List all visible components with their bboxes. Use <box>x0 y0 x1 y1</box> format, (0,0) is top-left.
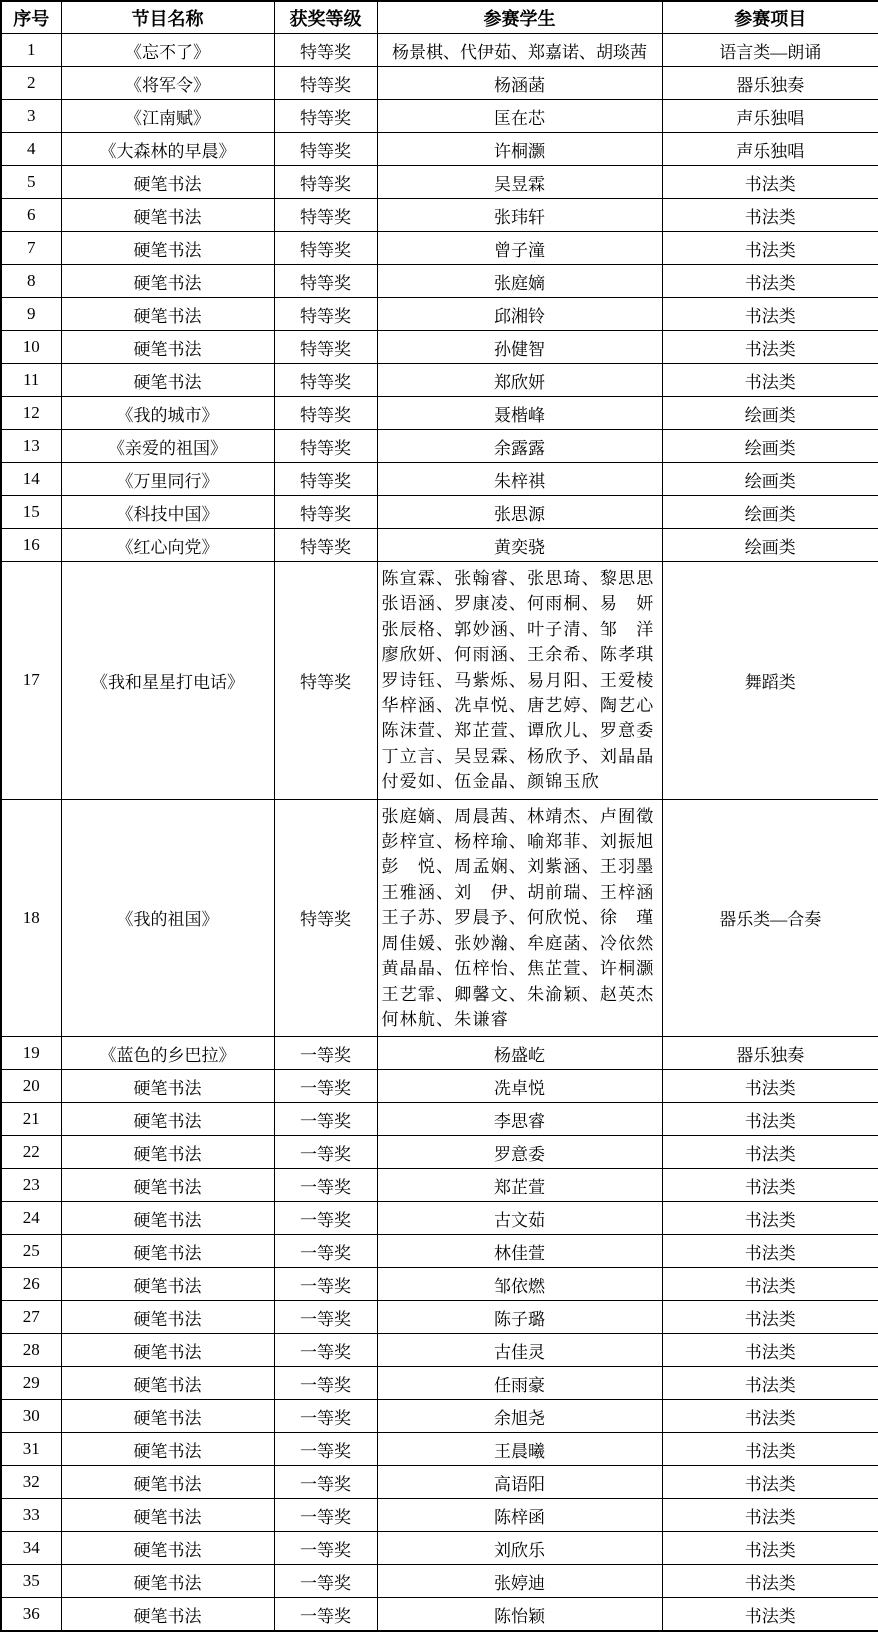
program-name-cell: 硬笔书法 <box>61 1103 274 1136</box>
row-number-cell: 7 <box>1 232 61 265</box>
student-line: 陈沫萱、郑芷萱、谭欣儿、罗意委 <box>381 721 655 741</box>
contest-category-cell: 书法类 <box>662 199 878 232</box>
row-number-cell: 20 <box>1 1070 61 1103</box>
column-header-category: 参赛项目 <box>662 1 878 34</box>
award-level-cell: 特等奖 <box>274 298 377 331</box>
contest-category-cell: 绘画类 <box>662 529 878 562</box>
award-level-cell: 一等奖 <box>274 1136 377 1169</box>
student-names-cell: 杨景棋、代伊茹、郑嘉诺、胡琰茜 <box>377 34 662 67</box>
contest-category-cell: 书法类 <box>662 331 878 364</box>
award-level-cell: 一等奖 <box>274 1070 377 1103</box>
award-level-cell: 一等奖 <box>274 1202 377 1235</box>
row-number-cell: 18 <box>1 799 61 1037</box>
row-number-cell: 21 <box>1 1103 61 1136</box>
program-name-cell: 硬笔书法 <box>61 1367 274 1400</box>
table-row <box>1 34 878 67</box>
row-number-cell: 1 <box>1 34 61 67</box>
student-names-cell: 黄奕骁 <box>377 529 662 562</box>
contest-category-cell: 绘画类 <box>662 496 878 529</box>
award-level-cell: 特等奖 <box>274 364 377 397</box>
contest-category-cell: 书法类 <box>662 1301 878 1334</box>
award-level-cell: 特等奖 <box>274 67 377 100</box>
table-row <box>1 1235 878 1268</box>
student-names-cell: 古佳灵 <box>377 1334 662 1367</box>
contest-category-cell: 舞蹈类 <box>662 562 878 800</box>
row-number-cell: 10 <box>1 331 61 364</box>
program-name-cell: 硬笔书法 <box>61 298 274 331</box>
student-names-cell: 陈子璐 <box>377 1301 662 1334</box>
table-row <box>1 1070 878 1103</box>
contest-category-cell: 书法类 <box>662 1367 878 1400</box>
award-level-cell: 一等奖 <box>274 1301 377 1334</box>
row-number-cell: 3 <box>1 100 61 133</box>
column-header-no: 序号 <box>1 1 61 34</box>
row-number-cell: 34 <box>1 1532 61 1565</box>
contest-category-cell: 书法类 <box>662 265 878 298</box>
student-names-cell <box>377 562 662 800</box>
table-row <box>1 1202 878 1235</box>
program-name-cell: 《科技中国》 <box>61 496 274 529</box>
row-number-cell: 28 <box>1 1334 61 1367</box>
row-number-cell: 15 <box>1 496 61 529</box>
award-level-cell: 一等奖 <box>274 1466 377 1499</box>
table-row <box>1 463 878 496</box>
program-name-cell: 硬笔书法 <box>61 1268 274 1301</box>
table-row <box>1 430 878 463</box>
award-level-cell: 特等奖 <box>274 265 377 298</box>
award-level-cell: 特等奖 <box>274 463 377 496</box>
contest-category-cell: 书法类 <box>662 1400 878 1433</box>
contest-category-cell: 书法类 <box>662 1433 878 1466</box>
award-level-cell: 一等奖 <box>274 1334 377 1367</box>
student-names-cell: 刘欣乐 <box>377 1532 662 1565</box>
student-line: 丁立言、吴昱霖、杨欣予、刘晶晶 <box>381 746 655 766</box>
program-name-cell: 硬笔书法 <box>61 199 274 232</box>
contest-category-cell: 书法类 <box>662 1565 878 1598</box>
contest-category-cell: 书法类 <box>662 364 878 397</box>
row-number-cell: 25 <box>1 1235 61 1268</box>
program-name-cell: 《忘不了》 <box>61 34 274 67</box>
row-number-cell: 13 <box>1 430 61 463</box>
table-row <box>1 1466 878 1499</box>
row-number-cell: 36 <box>1 1598 61 1631</box>
award-level-cell: 特等奖 <box>274 100 377 133</box>
program-name-cell: 硬笔书法 <box>61 1235 274 1268</box>
table-row <box>1 1367 878 1400</box>
award-level-cell: 特等奖 <box>274 562 377 800</box>
table-row <box>1 1433 878 1466</box>
student-line: 陈宣霖、张翰睿、张思琦、黎思思 <box>381 569 655 588</box>
table-row <box>1 331 878 364</box>
program-name-cell: 《我和星星打电话》 <box>61 562 274 800</box>
row-number-cell: 22 <box>1 1136 61 1169</box>
contest-category-cell: 书法类 <box>662 1598 878 1631</box>
contest-category-cell: 器乐独奏 <box>662 1037 878 1070</box>
student-names-cell: 郑芷萱 <box>377 1169 662 1202</box>
student-line: 华梓涵、冼卓悦、唐艺婷、陶艺心 <box>381 696 655 716</box>
contest-category-cell: 书法类 <box>662 1103 878 1136</box>
contest-category-cell: 书法类 <box>662 1499 878 1532</box>
row-number-cell: 23 <box>1 1169 61 1202</box>
program-name-cell: 硬笔书法 <box>61 1499 274 1532</box>
student-line: 廖欣妍、何雨涵、王余希、陈孝琪 <box>381 645 655 665</box>
student-line: 周佳媛、张妙瀚、牟庭菡、冷依然 <box>381 933 655 953</box>
table-row <box>1 397 878 430</box>
program-name-cell: 硬笔书法 <box>61 1301 274 1334</box>
award-level-cell: 一等奖 <box>274 1433 377 1466</box>
row-number-cell: 12 <box>1 397 61 430</box>
row-number-cell: 24 <box>1 1202 61 1235</box>
table-row <box>1 496 878 529</box>
program-name-cell: 硬笔书法 <box>61 1169 274 1202</box>
contest-category-cell: 书法类 <box>662 1532 878 1565</box>
contest-category-cell: 声乐独唱 <box>662 100 878 133</box>
award-level-cell: 特等奖 <box>274 166 377 199</box>
student-names-cell: 林佳萱 <box>377 1235 662 1268</box>
table-row <box>1 1268 878 1301</box>
student-names-cell: 李思睿 <box>377 1103 662 1136</box>
program-name-cell: 硬笔书法 <box>61 166 274 199</box>
award-level-cell: 特等奖 <box>274 397 377 430</box>
student-line: 何林航、朱谦睿 <box>381 1009 509 1029</box>
award-level-cell: 一等奖 <box>274 1400 377 1433</box>
award-level-cell: 一等奖 <box>274 1103 377 1136</box>
contest-category-cell: 书法类 <box>662 232 878 265</box>
header-row <box>1 1 878 34</box>
award-level-cell: 一等奖 <box>274 1268 377 1301</box>
program-name-cell: 《红心向党》 <box>61 529 274 562</box>
student-line: 张语涵、罗康凌、何雨桐、易 妍 <box>381 594 655 614</box>
student-line: 黄晶晶、伍梓怡、焦芷萱、许桐灏 <box>381 959 655 979</box>
row-number-cell: 6 <box>1 199 61 232</box>
student-names-cell: 陈怡颖 <box>377 1598 662 1631</box>
program-name-cell: 硬笔书法 <box>61 1433 274 1466</box>
student-names-cell: 张思源 <box>377 496 662 529</box>
table-row <box>1 298 878 331</box>
program-name-cell: 《万里同行》 <box>61 463 274 496</box>
student-line: 王子苏、罗晨予、何欣悦、徐 瑾 <box>381 908 655 928</box>
row-number-cell: 33 <box>1 1499 61 1532</box>
student-line: 张辰格、郭妙涵、叶子清、邹 洋 <box>381 619 655 639</box>
table-body <box>1 34 878 1631</box>
award-level-cell: 一等奖 <box>274 1037 377 1070</box>
table-row <box>1 1169 878 1202</box>
program-name-cell: 硬笔书法 <box>61 1070 274 1103</box>
program-name-cell: 硬笔书法 <box>61 265 274 298</box>
program-name-cell: 硬笔书法 <box>61 331 274 364</box>
award-level-cell: 特等奖 <box>274 496 377 529</box>
award-level-cell: 特等奖 <box>274 133 377 166</box>
contest-category-cell: 书法类 <box>662 1334 878 1367</box>
program-name-cell: 《蓝色的乡巴拉》 <box>61 1037 274 1070</box>
student-names-cell: 邱湘铃 <box>377 298 662 331</box>
contest-category-cell: 书法类 <box>662 1202 878 1235</box>
student-line: 彭梓宣、杨梓瑜、喻郑菲、刘振旭 <box>381 832 655 852</box>
program-name-cell: 硬笔书法 <box>61 232 274 265</box>
award-level-cell: 特等奖 <box>274 430 377 463</box>
program-name-cell: 《我的城市》 <box>61 397 274 430</box>
table-row <box>1 529 878 562</box>
contest-category-cell: 书法类 <box>662 1466 878 1499</box>
student-names-cell: 张玮轩 <box>377 199 662 232</box>
row-number-cell: 29 <box>1 1367 61 1400</box>
student-names-cell: 邹依燃 <box>377 1268 662 1301</box>
contest-category-cell: 声乐独唱 <box>662 133 878 166</box>
column-header-students: 参赛学生 <box>377 1 662 34</box>
table-row <box>1 133 878 166</box>
row-number-cell: 4 <box>1 133 61 166</box>
table-row <box>1 1136 878 1169</box>
row-number-cell: 26 <box>1 1268 61 1301</box>
student-names-cell: 陈梓函 <box>377 1499 662 1532</box>
table-row <box>1 232 878 265</box>
program-name-cell: 《大森林的早晨》 <box>61 133 274 166</box>
award-level-cell: 一等奖 <box>274 1235 377 1268</box>
student-names-cell: 高语阳 <box>377 1466 662 1499</box>
program-name-cell: 硬笔书法 <box>61 1466 274 1499</box>
student-names-cell: 匡在芯 <box>377 100 662 133</box>
student-names-cell: 曾子潼 <box>377 232 662 265</box>
student-names-cell: 冼卓悦 <box>377 1070 662 1103</box>
column-header-award: 获奖等级 <box>274 1 377 34</box>
student-names-cell: 孙健智 <box>377 331 662 364</box>
row-number-cell: 5 <box>1 166 61 199</box>
row-number-cell: 17 <box>1 562 61 800</box>
award-level-cell: 特等奖 <box>274 529 377 562</box>
student-names-cell: 余旭尧 <box>377 1400 662 1433</box>
student-line: 王雅涵、刘 伊、胡前瑞、王梓涵 <box>381 882 655 902</box>
contest-category-cell: 器乐类—合奏 <box>662 799 878 1037</box>
table-row <box>1 1400 878 1433</box>
row-number-cell: 19 <box>1 1037 61 1070</box>
table-row <box>1 1532 878 1565</box>
column-header-program: 节目名称 <box>61 1 274 34</box>
table-row <box>1 1499 878 1532</box>
student-names-cell: 余露露 <box>377 430 662 463</box>
award-level-cell: 一等奖 <box>274 1499 377 1532</box>
table-row <box>1 166 878 199</box>
award-level-cell: 一等奖 <box>274 1598 377 1631</box>
program-name-cell: 《我的祖国》 <box>61 799 274 1037</box>
student-names-cell: 古文茹 <box>377 1202 662 1235</box>
row-number-cell: 14 <box>1 463 61 496</box>
student-names-cell: 朱梓祺 <box>377 463 662 496</box>
program-name-cell: 硬笔书法 <box>61 364 274 397</box>
contest-category-cell: 绘画类 <box>662 430 878 463</box>
contest-category-cell: 器乐独奏 <box>662 67 878 100</box>
program-name-cell: 硬笔书法 <box>61 1532 274 1565</box>
program-name-cell: 硬笔书法 <box>61 1202 274 1235</box>
student-names-cell <box>377 799 662 1037</box>
row-number-cell: 2 <box>1 67 61 100</box>
row-number-cell: 9 <box>1 298 61 331</box>
program-name-cell: 硬笔书法 <box>61 1334 274 1367</box>
student-names-cell: 许桐灏 <box>377 133 662 166</box>
program-name-cell: 《亲爱的祖国》 <box>61 430 274 463</box>
award-level-cell: 一等奖 <box>274 1565 377 1598</box>
award-level-cell: 特等奖 <box>274 232 377 265</box>
table-row <box>1 199 878 232</box>
table-row <box>1 100 878 133</box>
table-row <box>1 1301 878 1334</box>
contest-category-cell: 书法类 <box>662 1169 878 1202</box>
contest-category-cell: 绘画类 <box>662 397 878 430</box>
program-name-cell: 《江南赋》 <box>61 100 274 133</box>
student-names-cell: 吴昱霖 <box>377 166 662 199</box>
contest-category-cell: 书法类 <box>662 1136 878 1169</box>
contest-category-cell: 书法类 <box>662 166 878 199</box>
student-names-cell: 张庭嫡 <box>377 265 662 298</box>
row-number-cell: 27 <box>1 1301 61 1334</box>
contest-category-cell: 书法类 <box>662 298 878 331</box>
row-number-cell: 35 <box>1 1565 61 1598</box>
contest-category-cell: 书法类 <box>662 1235 878 1268</box>
student-names-cell: 郑欣妍 <box>377 364 662 397</box>
row-number-cell: 30 <box>1 1400 61 1433</box>
contest-category-cell: 书法类 <box>662 1070 878 1103</box>
row-number-cell: 8 <box>1 265 61 298</box>
student-line: 彭 悦、周孟娴、刘紫涵、王羽墨 <box>381 857 655 877</box>
award-level-cell: 特等奖 <box>274 199 377 232</box>
program-name-cell: 硬笔书法 <box>61 1565 274 1598</box>
table-row <box>1 67 878 100</box>
table-row <box>1 1103 878 1136</box>
award-level-cell: 一等奖 <box>274 1169 377 1202</box>
award-level-cell: 一等奖 <box>274 1532 377 1565</box>
award-level-cell: 特等奖 <box>274 331 377 364</box>
table-row <box>1 562 878 800</box>
contest-category-cell: 书法类 <box>662 1268 878 1301</box>
row-number-cell: 16 <box>1 529 61 562</box>
student-line: 张庭嫡、周晨茜、林靖杰、卢囿徵 <box>381 806 655 826</box>
award-level-cell: 一等奖 <box>274 1367 377 1400</box>
student-names-cell: 罗意委 <box>377 1136 662 1169</box>
table-header <box>1 1 878 34</box>
table-row <box>1 1565 878 1598</box>
row-number-cell: 31 <box>1 1433 61 1466</box>
program-name-cell: 硬笔书法 <box>61 1136 274 1169</box>
contest-category-cell: 语言类—朗诵 <box>662 34 878 67</box>
program-name-cell: 硬笔书法 <box>61 1598 274 1631</box>
student-names-cell: 聂楷峰 <box>377 397 662 430</box>
contest-category-cell: 绘画类 <box>662 463 878 496</box>
program-name-cell: 《将军令》 <box>61 67 274 100</box>
table-row <box>1 1598 878 1631</box>
row-number-cell: 11 <box>1 364 61 397</box>
student-line: 王艺霏、卿馨文、朱渝颖、赵英杰 <box>381 984 655 1004</box>
student-names-cell: 任雨豪 <box>377 1367 662 1400</box>
award-level-cell: 特等奖 <box>274 799 377 1037</box>
student-names-cell: 杨涵菡 <box>377 67 662 100</box>
table-row <box>1 799 878 1037</box>
row-number-cell: 32 <box>1 1466 61 1499</box>
student-names-cell: 张婷迪 <box>377 1565 662 1598</box>
student-line: 罗诗钰、马紫烁、易月阳、王爱棱 <box>381 670 655 690</box>
table-row <box>1 265 878 298</box>
award-level-cell: 特等奖 <box>274 34 377 67</box>
student-names-cell: 王晨曦 <box>377 1433 662 1466</box>
student-line: 付爱如、伍金晶、颜锦玉欣 <box>381 772 600 792</box>
program-name-cell: 硬笔书法 <box>61 1400 274 1433</box>
table-row <box>1 1334 878 1367</box>
student-names-cell: 杨盛屹 <box>377 1037 662 1070</box>
table-row <box>1 364 878 397</box>
table-row <box>1 1037 878 1070</box>
